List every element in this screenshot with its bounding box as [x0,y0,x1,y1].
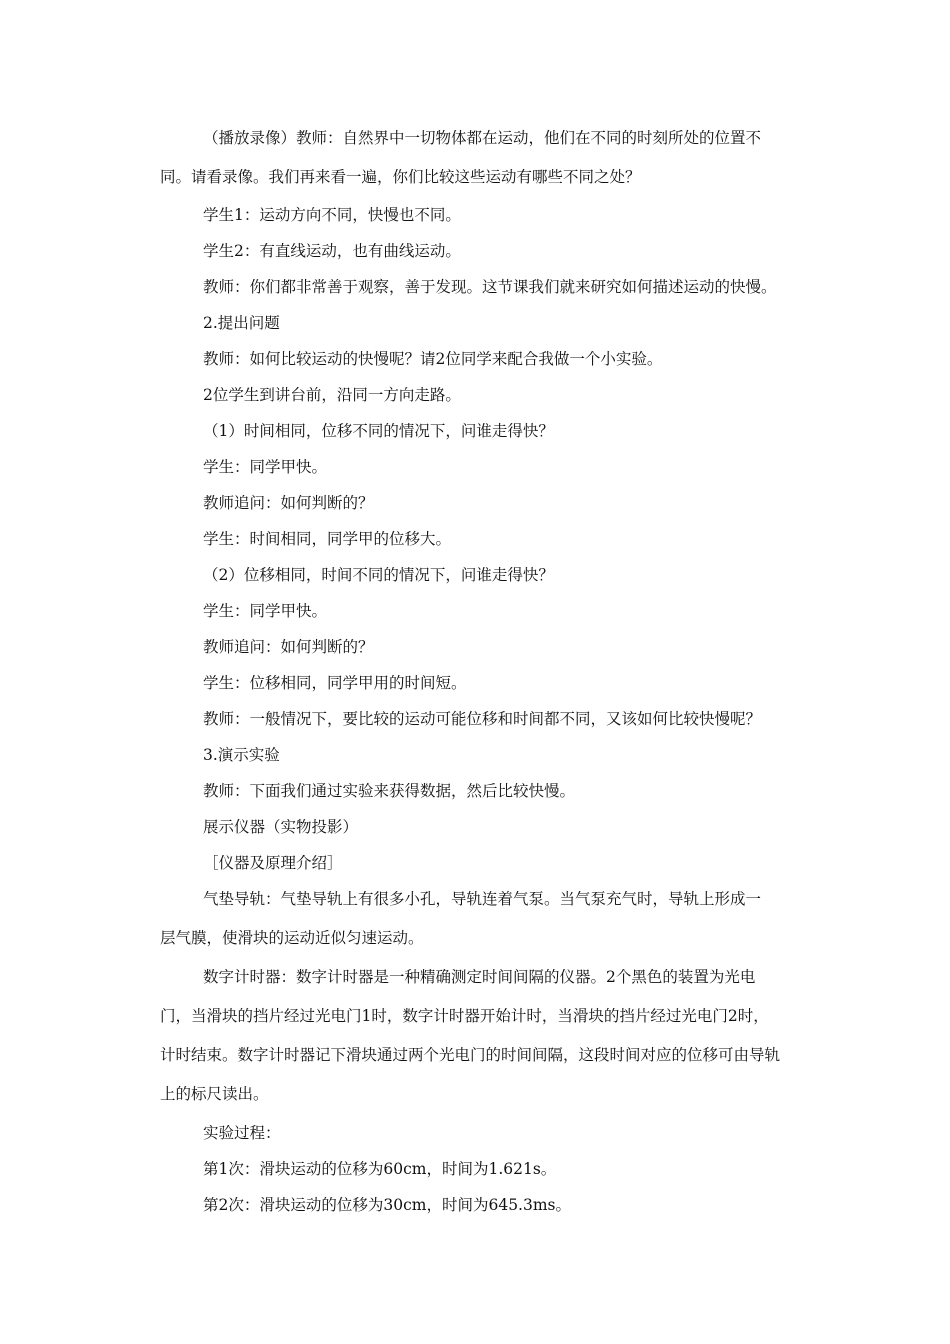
paragraph-line: 门，当滑块的挡片经过光电门1时，数字计时器开始计时，当滑块的挡片经过光电门2时， [160,1007,769,1025]
paragraph-line: 学生：同学甲快。 [203,602,328,620]
paragraph-line: 学生：时间相同，同学甲的位移大。 [203,530,452,548]
paragraph-line: （播放录像）教师：自然界中一切物体都在运动，他们在不同的时刻所处的位置不 [203,129,762,147]
section-heading: 3.演示实验 [203,746,280,764]
paragraph-line: 教师追问：如何判断的？ [203,638,374,656]
paragraph-line: 上的标尺读出。 [160,1085,269,1103]
paragraph-line: 第1次：滑块运动的位移为60cm，时间为1.621s。 [203,1160,557,1178]
paragraph-line: 气垫导轨：气垫导轨上有很多小孔，导轨连着气泵。当气泵充气时，导轨上形成一 [203,890,762,908]
paragraph-line: ［仪器及原理介绍］ [203,854,343,872]
section-heading: 2.提出问题 [203,314,280,332]
paragraph-line: 计时结束。数字计时器记下滑块通过两个光电门的时间间隔，这段时间对应的位移可由导轨 [160,1046,781,1064]
paragraph-line: 教师：下面我们通过实验来获得数据，然后比较快慢。 [203,782,576,800]
paragraph-line: 实验过程： [203,1124,281,1142]
paragraph-line: 2位学生到讲台前，沿同一方向走路。 [203,386,461,404]
paragraph-line: 展示仪器（实物投影） [203,818,359,836]
paragraph-line: 学生：同学甲快。 [203,458,328,476]
paragraph-line: 学生：位移相同，同学甲用的时间短。 [203,674,467,692]
paragraph-line: 教师：一般情况下，要比较的运动可能位移和时间都不同，又该如何比较快慢呢？ [203,710,762,728]
paragraph-line: 第2次：滑块运动的位移为30cm，时间为645.3ms。 [203,1196,571,1214]
paragraph-line: 层气膜，使滑块的运动近似匀速运动。 [160,929,424,947]
paragraph-line: 学生1：运动方向不同，快慢也不同。 [203,206,461,224]
paragraph-line: 数字计时器：数字计时器是一种精确测定时间间隔的仪器。2个黑色的装置为光电 [203,968,756,986]
paragraph-line: （2）位移相同，时间不同的情况下，问谁走得快？ [203,566,554,584]
paragraph-line: 教师：你们都非常善于观察，善于发现。这节课我们就来研究如何描述运动的快慢。 [203,278,777,296]
paragraph-line: 同。请看录像。我们再来看一遍，你们比较这些运动有哪些不同之处？ [160,168,641,186]
paragraph-line: 教师：如何比较运动的快慢呢？请2位同学来配合我做一个小实验。 [203,350,663,368]
paragraph-line: （1）时间相同，位移不同的情况下，问谁走得快？ [203,422,554,440]
paragraph-line: 学生2：有直线运动，也有曲线运动。 [203,242,461,260]
paragraph-line: 教师追问：如何判断的？ [203,494,374,512]
